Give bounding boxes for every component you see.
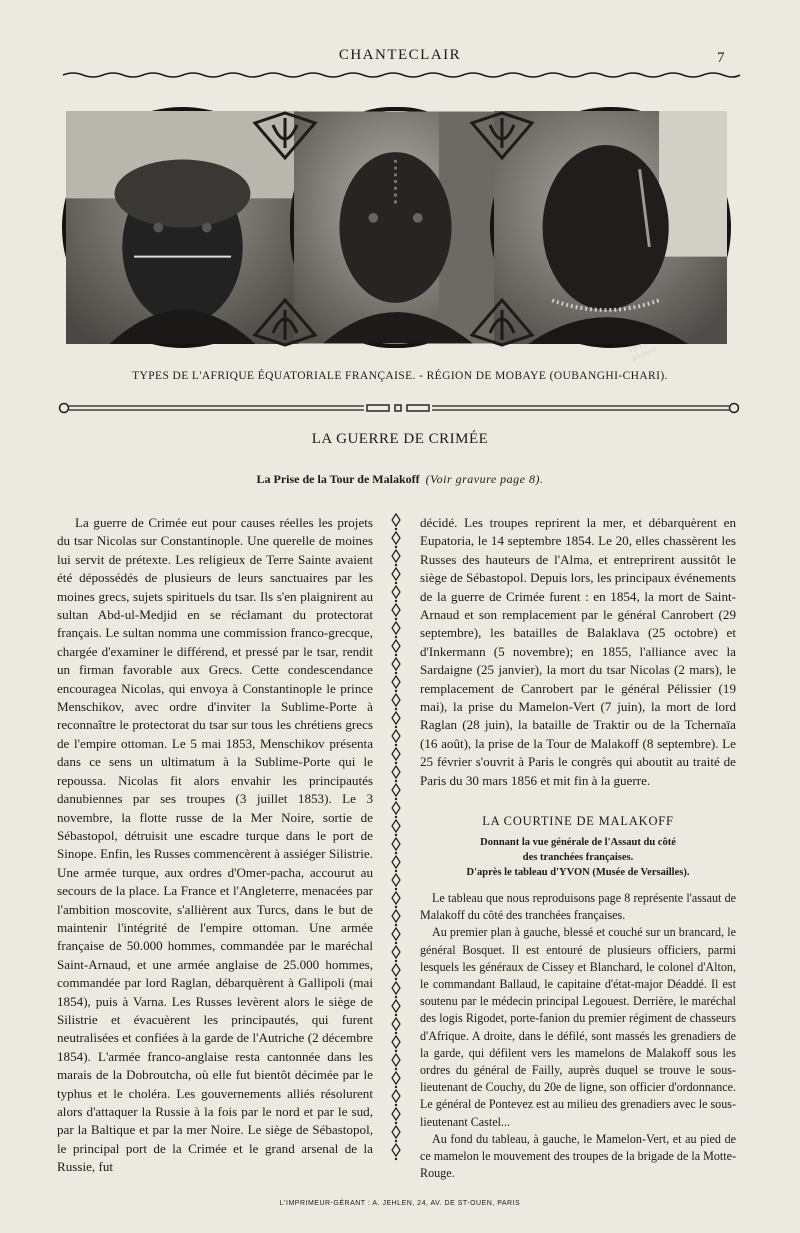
article-column-right [420,514,736,790]
subtitle-bold: La Prise de la Tour de Malakoff [256,472,420,486]
article-subtitle [0,472,800,487]
art-nouveau-ornament [472,295,532,345]
subtitle-line: des tranchées françaises. [522,852,634,863]
art-nouveau-ornament [255,295,315,345]
column-separator [387,514,405,1162]
article-title: LA GUERRE DE CRIMÉE [311,431,489,447]
note-paragraph: Le tableau que nous reproduisons page 8 représente l'assaut de Malakoff du côté des tranchées françaises. [420,891,736,923]
article-column-left [57,514,373,1177]
subtitle-line: Donnant la vue générale de l'Assaut du côté [480,837,676,848]
masthead-title: CHANTECLAIR [338,47,462,63]
subtitle-reference: (Voir gravure page 8). [425,472,544,486]
section-divider [58,400,740,416]
sidebar-note-subtitle [420,835,736,880]
art-nouveau-ornament [255,113,315,163]
subtitle-line: D'après le tableau d'YVON (Musée de Versailles). [466,867,690,878]
note-paragraph: Au premier plan à gauche, blessé et couché sur un brancard, le général Bosquet. Il est entouré de plusieurs officiers, parmi lesquels les généraux de Cissey et Blanchard, le colonel d'Alton, le commandant Ballaud, le capitaine d'état-major Déaddé. Il est soutenu par le médecin principal Legouest. Derrière, le maréchal des logis Rigodet, porte-fanion du premier régiment de chasseurs d'Afrique. A droite, dans le défilé, sont massés les grenadiers de la garde, qui défilent vers les mamelons de Malakoff sous les ordres du général de Failly, auprès duquel se trouve le sous-lieutenant de Couchy, du 20e de ligne, son officier d'ordonnance. Le général de Pontevez est au milieu des grenadiers avec le sous-lieutenant Castel... [420,925,736,1129]
header-rule [63,69,740,81]
art-nouveau-ornament [472,113,532,163]
page-number: 7 [717,50,725,66]
note-paragraph: Au fond du tableau, à gauche, le Mamelon-Vert, et au pied de ce mamelon le mouvement des troupes de la brigade de la Motte-Rouge. [420,1131,737,1181]
article-paragraph: La guerre de Crimée eut pour causes réelles les projets du tsar Nicolas sur Constantinople. Une querelle de moines lui servit de prétexte. Les religieux de Terre Sainte avaient été dépossédés de plusieurs de leurs sanctuaires par les moines grecs, sujets spirituels du tsar. Ils s'en plaignirent au sultan Abd-ul-Medjid en se réclamant du protectorat français. Le sultan nomma une commission franco-grecque, chargée d'examiner le différend, et pressé par le tsar, rendit un firman favorable aux Grecs. Cette condescendance encouragea Nicolas, qui envoya à Constantinople le prince Menschikov, avec ordre d'inviter la Sublime-Porte à reconnaître le protectorat du tsar sur tous les chrétiens grecs de l'empire ottoman. Le 5 mai 1853, Menschikov présenta dans ce sens un ultimatum à la Sublime-Porte qui le repoussa. Nicolas fit alors envahir les principautés danubiennes par ses troupes (3 juillet 1853). Le 3 novembre, la flotte russe de la Mer Noire, sortie de Sébastopol, détruisit une escadre turque dans le port de Sinope. Enfin, les Russes commencèrent à assiéger Silistrie. Une armée turque, aux ordres d'Omer-pacha, accourut au secours de la place. La France et l'Angleterre, menacées par l'ambition moscovite, s'allièrent aux Turcs, dans le but de maintenir l'intégrité de l'empire ottoman. Une armée française de 50.000 hommes, commandée par le maréchal Saint-Arnaud, et une armée anglaise de 25.000 hommes, commandée par lord Raglan, débarquèrent à Gallipoli (mai 1854), puis à Varna. Les Russes levèrent alors le siège de Silistrie et évacuèrent les principautés, qui furent neutralisées et confiées à la garde de l'Autriche (2 décembre 1854). L'armée franco-anglaise resta cantonnée dans les marais de la Dobroutcha, où elle fut bientôt décimée par le typhus et le choléra. Les gouvernements alliés résolurent alors d'attaquer la Russie à la fois par le nord et par le sud, par la Baltique et par la mer Noire. Le siège de Sébastopol, le principal port de la Crimée et le grand arsenal de la Russie, fut [57,515,373,1175]
portrait-photo-group [60,105,740,364]
photo-credit: Richard [630,344,658,364]
article-paragraph: décidé. Les troupes reprirent la mer, et débarquèrent en Eupatoria, le 14 septembre 1854. Le 20, elles chassèrent les Russes des hauteurs de l'Alma, et entreprirent aussitôt le siège de Sébastopol. Depuis lors, les principaux événements de la guerre de Crimée furent : en 1854, la mort de Saint-Arnaud et son remplacement par le général Canrobert (29 septembre), les batailles de Balaklava (25 octobre) et d'Inkermann (5 novembre); en 1855, l'alliance avec la Sardaigne (25 janvier), la mort du tsar Nicolas (2 mars), le remplacement de Canrobert par le général Pélissier (19 mai), la prise du Mamelon-Vert (7 juin), la mort de lord Raglan (28 juin), la bataille de Traktir ou de la Tchernaïa (16 août), la prise de la Tour de Malakoff (8 septembre). Le 25 février s'ouvrit à Paris le congrès qui aboutit au traité de Paris du 30 mars 1856 et mit fin à la guerre. [420,515,736,788]
portrait-man-center [290,107,658,364]
sidebar-note-body [420,890,736,1182]
printer-imprint: L'IMPRIMEUR-GÉRANT : A. JEHLEN, 24, AV. DE ST-OUEN, PARIS [279,1200,521,1207]
sidebar-note-title: LA COURTINE DE MALAKOFF [482,814,674,828]
photo-caption: TYPES DE L'AFRIQUE ÉQUATORIALE FRANÇAISE. - RÉGION DE MOBAYE (OUBANGHI-CHARI). [132,370,668,382]
sidebar-note [420,814,736,880]
